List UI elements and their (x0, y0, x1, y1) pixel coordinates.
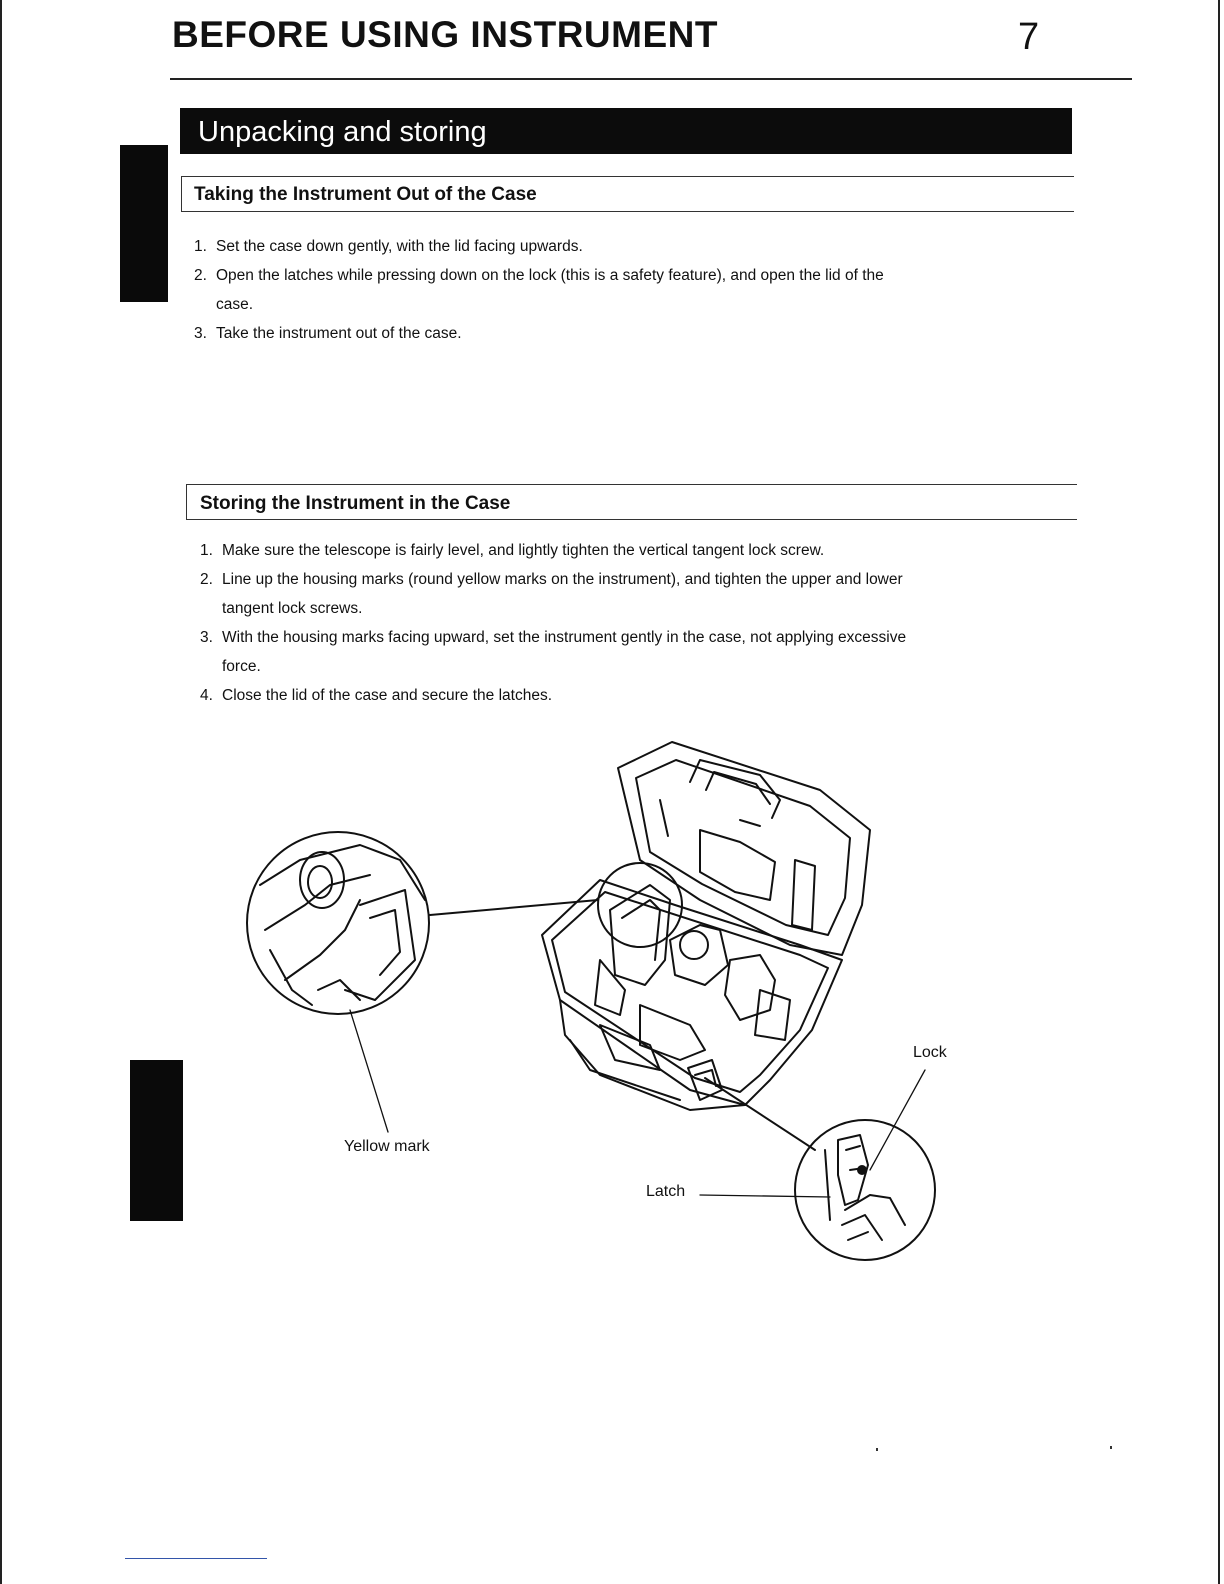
lock-button (857, 1165, 867, 1175)
page-header-title: BEFORE USING INSTRUMENT (172, 14, 718, 55)
footer-rule (125, 1558, 267, 1559)
callout-label-lock: Lock (913, 1044, 947, 1061)
step-text: Make sure the telescope is fairly level, and lightly tighten the vertical tangent lock screw. (222, 542, 825, 559)
instrument-body (670, 925, 728, 985)
step-text-continuation: tangent lock screws. (222, 600, 363, 617)
step-number: 1. (200, 542, 213, 559)
case-body-inner (552, 892, 828, 1092)
step-text-continuation: force. (222, 658, 261, 675)
step-number: 2. (194, 267, 207, 284)
section-title: Unpacking and storing (198, 116, 487, 148)
step-text: Open the latches while pressing down on the lock (this is a safety feature), and open the lid of the (216, 267, 884, 284)
step-text: Set the case down gently, with the lid facing upwards. (216, 238, 583, 255)
scan-speck (1110, 1446, 1112, 1449)
callout-label-yellow-mark: Yellow mark (344, 1138, 430, 1155)
step-text: Line up the housing marks (round yellow marks on the instrument), and tighten the upper and lower (222, 571, 903, 588)
step-text-continuation: case. (216, 296, 254, 313)
step-text: Close the lid of the case and secure the latches. (222, 687, 553, 704)
case-body (542, 880, 842, 1105)
step-number: 4. (200, 687, 213, 704)
page-number: 7 (1018, 16, 1040, 58)
step-number: 1. (194, 238, 207, 255)
step-number: 3. (194, 325, 207, 342)
case-lid-inner-rim (636, 760, 850, 935)
step-number: 2. (200, 571, 213, 588)
step-text: With the housing marks facing upward, set the instrument gently in the case, not applying excessive (222, 629, 907, 646)
callout-label-latch: Latch (646, 1183, 686, 1200)
step-number: 3. (200, 629, 213, 646)
step-text: Take the instrument out of the case. (216, 325, 462, 342)
subsection-title-storing: Storing the Instrument in the Case (200, 493, 511, 514)
detail-circle-latch (795, 1120, 935, 1260)
case-base (560, 1000, 745, 1110)
scan-speck (876, 1448, 878, 1451)
case-lid (618, 742, 870, 955)
subsection-title-taking-out: Taking the Instrument Out of the Case (194, 184, 537, 205)
